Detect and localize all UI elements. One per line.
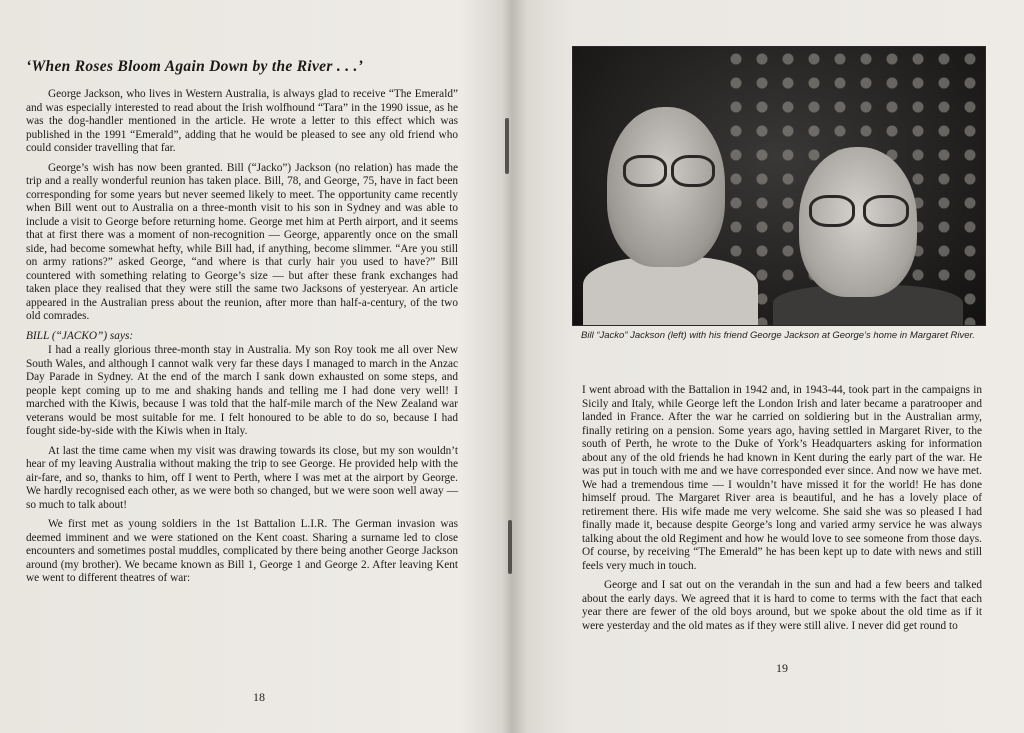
page-number-left: 18: [253, 690, 265, 704]
article-title: ‘When Roses Bloom Again Down by the River . . .’: [26, 58, 364, 75]
left-man-face: [607, 107, 725, 267]
right-man-glasses-l: [809, 195, 855, 227]
intro-paragraph-2: George’s wish has now been granted. Bill (“Jacko”) Jackson (no relation) has made the trip and a really wonderful reunion has taken place. Bill, 78, and George, 75, have in fact been corresponding for some years but never seemed likely to meet. The opportunity came recently when Bill went out to Australia on a three-month visit to his son in Sydney and was able to include a visit to George before returning home. George met him at Perth airport, and it seems that at first there was a moment of non-recognition — George, apparently once on the small side, had become somewhat hefty, while Bill had, if anything, become slimmer. “Are you still on army rations?” asked George, “and where is that curly hair you used to have?” Bill countered with something relating to George’s size — but after these frank exchanges had taken place they realised that they were still the same two Jacksons of yesteryear. An article appeared in the Australian press about the reunion, after more than half-a-century, of the two old comrades.: [26, 161, 458, 322]
quote-paragraph-3: We first met as young soldiers in the 1st Battalion L.I.R. The German invasion was deemed imminent and we were stationed on the Kent coast. Sharing a surname led to close encounters and sometimes postal muddles, complicated by there being another George Jackson around (my brother). We became known as Bill 1, George 1 and George 2. After leaving Kent we went to different theatres of war:: [26, 518, 458, 584]
left-man-glasses-r: [671, 155, 715, 187]
right-column: [582, 384, 982, 639]
right-page: [514, 0, 1024, 733]
quote-paragraph-2: At last the time came when my visit was drawing towards its close, but my son wouldn’t hear of my leaving Australia without making the trip to see George. He provided help with the air-fare, and so, thanks to him, off I went to Perth, where I was met at the airport by George. We hardly recognised each other, as we were both so changed, but we were soon well away — so much to talk about!: [26, 444, 458, 511]
page-number-right: 19: [776, 661, 788, 675]
quote-subheading: BILL (“JACKO”) says:: [26, 329, 134, 342]
staple-top: [505, 118, 509, 174]
left-page: [0, 0, 505, 733]
right-man-glasses-r: [863, 195, 909, 227]
left-man-shirt: [583, 257, 758, 326]
quote-paragraph-1: I had a really glorious three-month stay in Australia. My son Roy took me all over New South Wales, and although I cannot walk very far these days I managed to march in the Anzac Day Parade in Sydney. At the end of the march I sank down exhausted on some steps, and people kept coming up to me and shaking hands and telling me I had done very well! I marched with the Kiwis, because I was told that the half-mile march of the New Zealand war veterans would be most suitable for me. I felt honoured to be able to do so, because I had fought side-by-side with the Kiwis when in Italy.: [26, 344, 458, 437]
right-paragraph-2: George and I sat out on the verandah in the sun and had a few beers and talked about the early days. We agreed that it is hard to come to terms with the fact that each year there are fewer of the old boys around, but we spoke about the old time as if it were yesterday and the old mates as if they were still alive. I never did get round to: [582, 579, 982, 632]
reunion-photo: [572, 46, 986, 326]
left-man-glasses-l: [623, 155, 667, 187]
right-paragraph-1: I went abroad with the Battalion in 1942 and, in 1943-44, took part in the campaigns in Sicily and Italy, while George left the London Irish and later became a paratrooper and landed in France. After the war he carried on soldiering but in the Australian army, finally retiring on a pension. Some years ago, having settled in Margaret River, to the south of Perth, he wrote to the Duke of York’s Headquarters asking for information about any of the old friends he had known in Kent during the early part of the war. He was put in touch with me and we have corresponded ever since. And now we have met. We had a tremendous time — I wouldn’t have missed it for the world! He has done himself proud. The Margaret River area is beautiful, and he has a lovely place of retirement there. His wife made me very welcome. She said she was so pleased I had finally made it, because despite George’s long and varied army service he was always talking about the old Regiment and how he would love to see someone from those days. Of course, by receiving “The Emerald” he has been kept up to date with news and still feels very much in touch.: [582, 384, 982, 572]
staple-bottom: [508, 520, 512, 574]
photo-caption: Bill “Jacko” Jackson (left) with his friend George Jackson at George’s home in Margaret River.: [581, 330, 975, 341]
left-column: [26, 58, 458, 592]
intro-paragraph-1: George Jackson, who lives in Western Australia, is always glad to receive “The Emerald” and was especially interested to read about the Irish wolfhound “Tara” in the 1990 issue, as he was the dog-handler mentioned in the article. He wrote a letter to this effect which was published in the 1991 “Emerald”, adding that he would be pleased to see any old friend who could consider travelling that far.: [26, 88, 458, 154]
